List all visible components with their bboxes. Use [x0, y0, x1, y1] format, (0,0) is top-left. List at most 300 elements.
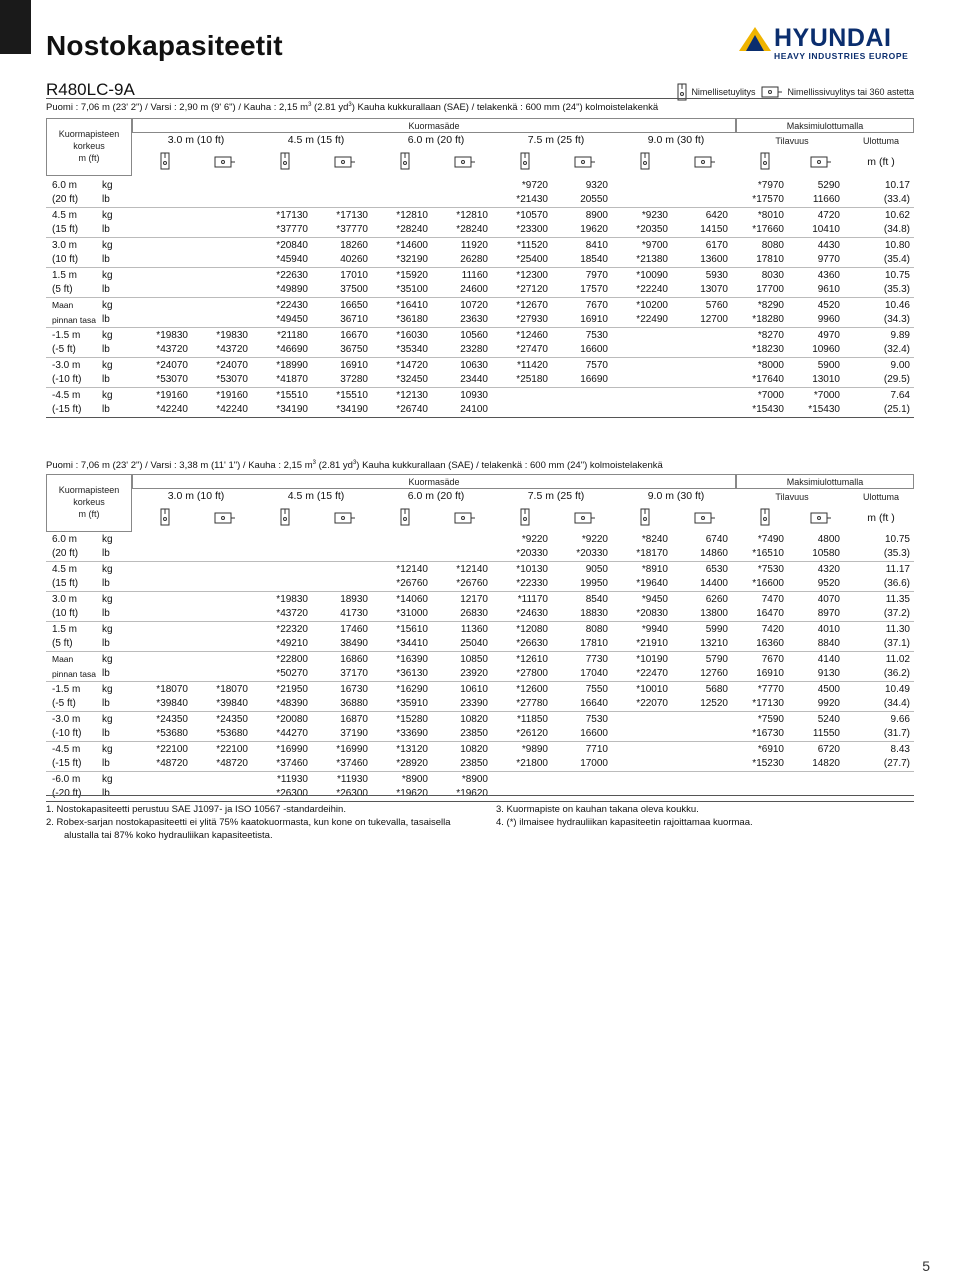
row-unit: lb — [96, 343, 132, 358]
capacity-cell — [192, 562, 252, 577]
row-height-label: -1.5 m — [52, 329, 81, 341]
capacity-cell: 10580 — [788, 547, 844, 562]
capacity-cell: *24070 — [156, 359, 188, 371]
capacity-cell — [672, 772, 732, 787]
row-height-label: (10 ft) — [46, 253, 96, 268]
capacity-cell: *17130 — [336, 209, 368, 221]
capacity-cell: 4500 — [817, 683, 840, 695]
capacity-cell: *21800 — [492, 757, 552, 772]
capacity-cell: 14820 — [788, 757, 844, 772]
capacity-cell: *12810 — [396, 209, 428, 221]
capacity-cell: 10.75 — [884, 533, 910, 545]
capacity-cell: *16510 — [732, 547, 788, 562]
capacity-cell: *15430 — [732, 403, 788, 418]
capacity-cell: 7670 — [585, 299, 608, 311]
capacity-cell: *24350 — [216, 713, 248, 725]
table-row — [46, 403, 914, 418]
front-lift-icon — [280, 152, 290, 172]
legend-front-label: Nimellisetuylitys — [691, 87, 756, 97]
capacity-cell: *15510 — [276, 389, 308, 401]
capacity-cell — [132, 622, 192, 637]
capacity-cell: 14150 — [672, 223, 732, 238]
capacity-cell: *36130 — [372, 667, 432, 682]
row-height-label: (20 ft) — [46, 547, 96, 562]
row-unit: lb — [96, 373, 132, 388]
row-height-label: 4.5 m — [52, 563, 78, 575]
capacity-cell: *35100 — [372, 283, 432, 298]
capacity-cell: *28920 — [372, 757, 432, 772]
capacity-cell: 9050 — [585, 563, 608, 575]
row-unit: lb — [96, 193, 132, 208]
front-lift-icon — [520, 152, 530, 172]
side-lift-icon — [810, 156, 832, 170]
capacity-cell — [612, 358, 672, 373]
capacity-cell: *53680 — [132, 727, 192, 742]
capacity-cell: *20840 — [276, 239, 308, 251]
row-unit: lb — [96, 667, 132, 682]
capacity-cell: *12080 — [516, 623, 548, 635]
capacity-cell: 20550 — [552, 193, 612, 208]
capacity-cell: 37170 — [312, 667, 372, 682]
capacity-cell: 8080 — [585, 623, 608, 635]
capacity-cell: *18070 — [156, 683, 188, 695]
capacity-cell: 5760 — [705, 299, 728, 311]
capacity-cell: *26120 — [492, 727, 552, 742]
capacity-cell: 17570 — [552, 283, 612, 298]
capacity-cell: 7.64 — [890, 389, 910, 401]
capacity-cell: *9720 — [521, 179, 548, 191]
capacity-cell: (35.3) — [844, 547, 914, 562]
front-lift-icon — [520, 508, 530, 528]
capacity-cell: *16030 — [396, 329, 428, 341]
capacity-cell: 9320 — [585, 179, 608, 191]
table-row — [46, 313, 914, 328]
capacity-cell: *25180 — [492, 373, 552, 388]
capacity-cell: *15920 — [396, 269, 428, 281]
capacity-cell: *19160 — [216, 389, 248, 401]
table-row — [46, 622, 914, 637]
capacity-cell: (32.4) — [844, 343, 914, 358]
capacity-cell: 25040 — [432, 637, 492, 652]
capacity-cell — [552, 403, 612, 418]
capacity-cell: *12300 — [516, 269, 548, 281]
capacity-cell: 10.80 — [884, 239, 910, 251]
capacity-cell: *9450 — [641, 593, 668, 605]
row-height-label: 6.0 m — [52, 179, 78, 191]
capacity-cell — [132, 532, 192, 547]
capacity-cell: 9520 — [788, 577, 844, 592]
capacity-cell: 11.02 — [885, 653, 910, 665]
capacity-cell: 17010 — [340, 269, 368, 281]
capacity-cell: 5990 — [705, 623, 728, 635]
row-unit: kg — [102, 773, 113, 785]
capacity-cell: 14400 — [672, 577, 732, 592]
front-lift-icon — [400, 508, 410, 528]
capacity-cell: *22100 — [216, 743, 248, 755]
corner-block — [0, 0, 31, 54]
capacity-cell: 11920 — [460, 239, 488, 251]
capacity-cell: *45940 — [252, 253, 312, 268]
capacity-cell: *23300 — [492, 223, 552, 238]
row-unit: kg — [102, 299, 113, 311]
capacity-cell: 9.66 — [890, 713, 910, 725]
capacity-cell: 16910 — [552, 313, 612, 328]
capacity-cell: *39840 — [132, 697, 192, 712]
capacity-cell: *24350 — [156, 713, 188, 725]
capacity-cell: *19620 — [372, 787, 432, 802]
table-row — [46, 787, 914, 802]
capacity-cell — [432, 178, 492, 193]
capacity-cell: 7970 — [585, 269, 608, 281]
capacity-cell — [132, 592, 192, 607]
side-lift-icon — [334, 512, 356, 526]
row-height-label: -4.5 m — [52, 743, 81, 755]
capacity-cell: 7670 — [761, 653, 784, 665]
capacity-cell: *25400 — [492, 253, 552, 268]
capacity-cell: 10820 — [460, 743, 488, 755]
capacity-cell: 6740 — [705, 533, 728, 545]
table-row — [46, 667, 914, 682]
capacity-cell: *19830 — [216, 329, 248, 341]
capacity-cell — [192, 208, 252, 223]
capacity-cell: *12130 — [396, 389, 428, 401]
capacity-cell — [732, 772, 788, 787]
capacity-cell: *43720 — [252, 607, 312, 622]
table-row — [46, 253, 914, 268]
capacity-cell — [132, 268, 192, 283]
capacity-cell: 10.49 — [884, 683, 910, 695]
row-unit: kg — [102, 593, 113, 605]
capacity-cell: *15230 — [732, 757, 788, 772]
capacity-cell: *21910 — [612, 637, 672, 652]
table-row — [46, 178, 914, 193]
capacity-cell: 18260 — [340, 239, 368, 251]
capacity-cell: 17700 — [732, 283, 788, 298]
table-row — [46, 343, 914, 358]
spec-line-2: Puomi : 7,06 m (23' 2") / Varsi : 3,38 m (11' 1") / Kauha : 2,15 $m^3$ (2.81 $yd^3$) Kauha kukkurallaan (SAE) / telakenkä : 600 mm (24") kolmoistelakenkä — [46, 460, 663, 472]
table-row — [46, 682, 914, 697]
row-height-label: Maan — [52, 654, 74, 665]
capacity-cell: 7470 — [761, 593, 784, 605]
capacity-cell — [132, 178, 192, 193]
capacity-cell: 37280 — [312, 373, 372, 388]
capacity-cell: (29.5) — [844, 373, 914, 388]
capacity-cell: *16410 — [396, 299, 428, 311]
capacity-cell: *44270 — [252, 727, 312, 742]
capacity-cell: 10410 — [788, 223, 844, 238]
capacity-cell: *27800 — [492, 667, 552, 682]
capacity-cell: *18230 — [732, 343, 788, 358]
capacity-cell: 18930 — [340, 593, 368, 605]
table-row — [46, 652, 914, 667]
capacity-cell — [132, 607, 192, 622]
capacity-cell — [132, 547, 192, 562]
capacity-cell — [672, 742, 732, 757]
row-unit: lb — [96, 403, 132, 418]
capacity-cell: 8080 — [761, 239, 784, 251]
capacity-cell — [612, 772, 672, 787]
row-unit: kg — [102, 359, 113, 371]
capacity-cell: (31.7) — [844, 727, 914, 742]
front-lift-icon — [160, 508, 170, 528]
capacity-cell: 7420 — [761, 623, 784, 635]
capacity-label: Tilavuus — [775, 136, 809, 146]
capacity-cell: 11550 — [788, 727, 844, 742]
front-lift-icon — [160, 152, 170, 172]
capacity-cell — [192, 298, 252, 313]
capacity-cell: *7770 — [757, 683, 784, 695]
capacity-cell: *22330 — [492, 577, 552, 592]
capacity-cell: *41870 — [252, 373, 312, 388]
capacity-cell: *12460 — [516, 329, 548, 341]
capacity-cell — [132, 577, 192, 592]
capacity-cell: (25.1) — [844, 403, 914, 418]
capacity-cell: 38490 — [312, 637, 372, 652]
capacity-cell: 16600 — [552, 343, 612, 358]
capacity-cell — [192, 253, 252, 268]
capacity-cell: 9960 — [788, 313, 844, 328]
capacity-cell: 19950 — [552, 577, 612, 592]
capacity-cell: *11930 — [277, 773, 308, 785]
capacity-cell: 10.46 — [884, 299, 910, 311]
capacity-cell — [252, 178, 312, 193]
row-height-label: (5 ft) — [46, 637, 96, 652]
row-height-label: 1.5 m — [52, 623, 78, 635]
capacity-cell: *33690 — [372, 727, 432, 742]
capacity-cell: *24630 — [492, 607, 552, 622]
capacity-cell: *17660 — [732, 223, 788, 238]
capacity-cell — [672, 343, 732, 358]
capacity-cell — [612, 193, 672, 208]
side-lift-icon — [574, 512, 596, 526]
table-header-2: Kuormapisteen korkeus m (ft) Kuormasäde Maksimiulottumalla Tilavuus Ulottuma 3.0 m (10 ft) 4.5 m (15 ft) 6.0 m (20 ft) 7.5 m (25 ft) 9.0 m (30 ft) m (ft ) — [46, 474, 914, 532]
capacity-cell — [192, 193, 252, 208]
capacity-cell: 40260 — [312, 253, 372, 268]
capacity-cell: 16730 — [340, 683, 368, 695]
capacity-cell: *19830 — [276, 593, 308, 605]
capacity-cell — [612, 742, 672, 757]
capacity-cell: 37500 — [312, 283, 372, 298]
capacity-cell: *7530 — [757, 563, 784, 575]
capacity-cell: *37770 — [252, 223, 312, 238]
capacity-cell: 11660 — [788, 193, 844, 208]
row-height-label: 6.0 m — [52, 533, 78, 545]
capacity-cell: *32190 — [372, 253, 432, 268]
capacity-cell: *48390 — [252, 697, 312, 712]
capacity-cell: 36710 — [312, 313, 372, 328]
capacity-cell: 4520 — [817, 299, 840, 311]
table-row — [46, 238, 914, 253]
capacity-cell: 23850 — [432, 757, 492, 772]
capacity-cell — [672, 787, 732, 802]
capacity-cell: 23280 — [432, 343, 492, 358]
capacity-cell — [312, 547, 372, 562]
capacity-cell — [612, 343, 672, 358]
row-unit: lb — [96, 253, 132, 268]
capacity-cell: 5240 — [817, 713, 840, 725]
footnote-2: 2. Robex-sarjan nostokapasiteetti ei ylitä 75% kaatokuormasta, kun kone on tukevalla, tasaisella — [46, 817, 451, 828]
table-row — [46, 208, 914, 223]
capacity-cell: *15280 — [396, 713, 428, 725]
capacity-cell: 16910 — [340, 359, 368, 371]
capacity-cell: (37.2) — [844, 607, 914, 622]
capacity-cell: 9.89 — [890, 329, 910, 341]
row-unit: kg — [102, 179, 113, 191]
capacity-cell: *53070 — [192, 373, 252, 388]
table-row — [46, 772, 914, 787]
row-unit: kg — [102, 209, 113, 221]
spec-line-1: Puomi : 7,06 m (23' 2") / Varsi : 2,90 m (9' 6") / Kauha : 2,15 $m^3$ (2.81 $yd^3$) Kauha kukkurallaan (SAE) / telakenkä : 600 mm (24") kolmoistelakenkä — [46, 102, 659, 114]
capacity-cell: 16470 — [732, 607, 788, 622]
capacity-cell: 12760 — [672, 667, 732, 682]
capacity-cell: 16640 — [552, 697, 612, 712]
capacity-cell: (36.2) — [844, 667, 914, 682]
row-height-label: 3.0 m — [52, 593, 78, 605]
capacity-cell: *26740 — [372, 403, 432, 418]
capacity-cell: 16600 — [552, 727, 612, 742]
radius-col-1: 3.0 m (10 ft) — [167, 134, 225, 146]
row-height-label: (20 ft) — [46, 193, 96, 208]
capacity-cell: *11850 — [517, 713, 548, 725]
capacity-cell: *7590 — [757, 713, 784, 725]
capacity-cell: 8900 — [585, 209, 608, 221]
capacity-cell: 6260 — [705, 593, 728, 605]
lift-table-1 — [46, 178, 914, 418]
table-row — [46, 757, 914, 772]
capacity-cell — [672, 712, 732, 727]
capacity-cell: 8410 — [585, 239, 608, 251]
footnote-4: 4. (*) ilmaisee hydrauliikan kapasiteetin rajoittamaa kuormaa. — [496, 817, 753, 828]
capacity-cell: *49450 — [252, 313, 312, 328]
capacity-cell — [552, 388, 612, 403]
capacity-cell: *16290 — [396, 683, 428, 695]
capacity-cell: 8540 — [585, 593, 608, 605]
capacity-cell: 9770 — [788, 253, 844, 268]
capacity-cell: 10560 — [460, 329, 488, 341]
side-lift-icon — [454, 512, 476, 526]
capacity-cell: *22630 — [276, 269, 308, 281]
capacity-cell — [192, 313, 252, 328]
capacity-cell — [252, 547, 312, 562]
capacity-cell: *53680 — [192, 727, 252, 742]
capacity-cell: 9920 — [788, 697, 844, 712]
capacity-cell: *10090 — [636, 269, 668, 281]
capacity-cell: (27.7) — [844, 757, 914, 772]
capacity-cell: *28240 — [372, 223, 432, 238]
capacity-cell — [612, 712, 672, 727]
capacity-cell: *22470 — [612, 667, 672, 682]
capacity-cell: *18280 — [732, 313, 788, 328]
row-unit: kg — [102, 533, 113, 545]
capacity-cell — [312, 532, 372, 547]
capacity-cell: 17460 — [340, 623, 368, 635]
table-row — [46, 697, 914, 712]
capacity-cell: *8900 — [401, 773, 428, 785]
row-height-label: (-5 ft) — [46, 343, 96, 358]
capacity-cell: *46690 — [252, 343, 312, 358]
row-unit: lb — [96, 787, 132, 802]
capacity-cell: *11520 — [517, 239, 548, 251]
capacity-cell: 18830 — [552, 607, 612, 622]
capacity-cell — [132, 637, 192, 652]
capacity-cell — [192, 772, 252, 787]
capacity-cell — [132, 283, 192, 298]
capacity-cell: 6530 — [705, 563, 728, 575]
capacity-cell: 7530 — [585, 329, 608, 341]
capacity-cell: *10010 — [636, 683, 668, 695]
capacity-cell: *16990 — [336, 743, 368, 755]
capacity-cell: *37460 — [252, 757, 312, 772]
capacity-cell: 41730 — [312, 607, 372, 622]
capacity-cell: *22490 — [612, 313, 672, 328]
capacity-cell — [492, 772, 552, 787]
capacity-cell: *49210 — [252, 637, 312, 652]
table-row — [46, 637, 914, 652]
capacity-cell: 4070 — [817, 593, 840, 605]
capacity-cell: 4140 — [817, 653, 840, 665]
capacity-cell: *21950 — [276, 683, 308, 695]
capacity-cell: *26760 — [432, 577, 492, 592]
capacity-cell: *8910 — [641, 563, 668, 575]
capacity-cell: *9940 — [641, 623, 668, 635]
capacity-cell: *10130 — [516, 563, 548, 575]
capacity-cell: 7570 — [585, 359, 608, 371]
capacity-cell: *20080 — [276, 713, 308, 725]
table-row — [46, 193, 914, 208]
radius-col-5: 9.0 m (30 ft) — [647, 134, 705, 146]
capacity-cell — [612, 388, 672, 403]
capacity-cell — [672, 403, 732, 418]
capacity-cell — [492, 403, 552, 418]
radius-col-4: 7.5 m (25 ft) — [527, 134, 585, 146]
capacity-cell — [788, 772, 844, 787]
row-unit: lb — [96, 547, 132, 562]
capacity-cell: *8290 — [757, 299, 784, 311]
footnotes-right — [496, 803, 916, 829]
capacity-cell: 11160 — [461, 269, 488, 281]
side-lift-icon — [810, 512, 832, 526]
capacity-cell: *12610 — [516, 653, 548, 665]
side-lift-icon — [694, 512, 716, 526]
row-unit: lb — [96, 727, 132, 742]
capacity-cell: 9130 — [788, 667, 844, 682]
capacity-cell: 26280 — [432, 253, 492, 268]
capacity-cell: *42240 — [132, 403, 192, 418]
hyundai-logo-icon — [738, 26, 772, 52]
capacity-cell: (35.4) — [844, 253, 914, 268]
capacity-cell: *16730 — [732, 727, 788, 742]
capacity-cell: 5900 — [817, 359, 840, 371]
capacity-cell — [192, 622, 252, 637]
capacity-cell — [192, 592, 252, 607]
capacity-cell: *12600 — [516, 683, 548, 695]
capacity-cell — [192, 283, 252, 298]
capacity-cell: *11930 — [337, 773, 368, 785]
capacity-cell — [432, 193, 492, 208]
capacity-cell: *49890 — [252, 283, 312, 298]
capacity-cell — [672, 388, 732, 403]
capacity-cell — [672, 727, 732, 742]
side-lift-icon — [214, 512, 236, 526]
capacity-cell — [672, 193, 732, 208]
row-unit: kg — [102, 563, 113, 575]
capacity-cell: *9700 — [641, 239, 668, 251]
capacity-cell: 4320 — [817, 563, 840, 575]
capacity-cell: 24100 — [432, 403, 492, 418]
capacity-cell — [372, 193, 432, 208]
model-name: R480LC-9A — [46, 80, 135, 99]
capacity-cell — [192, 238, 252, 253]
